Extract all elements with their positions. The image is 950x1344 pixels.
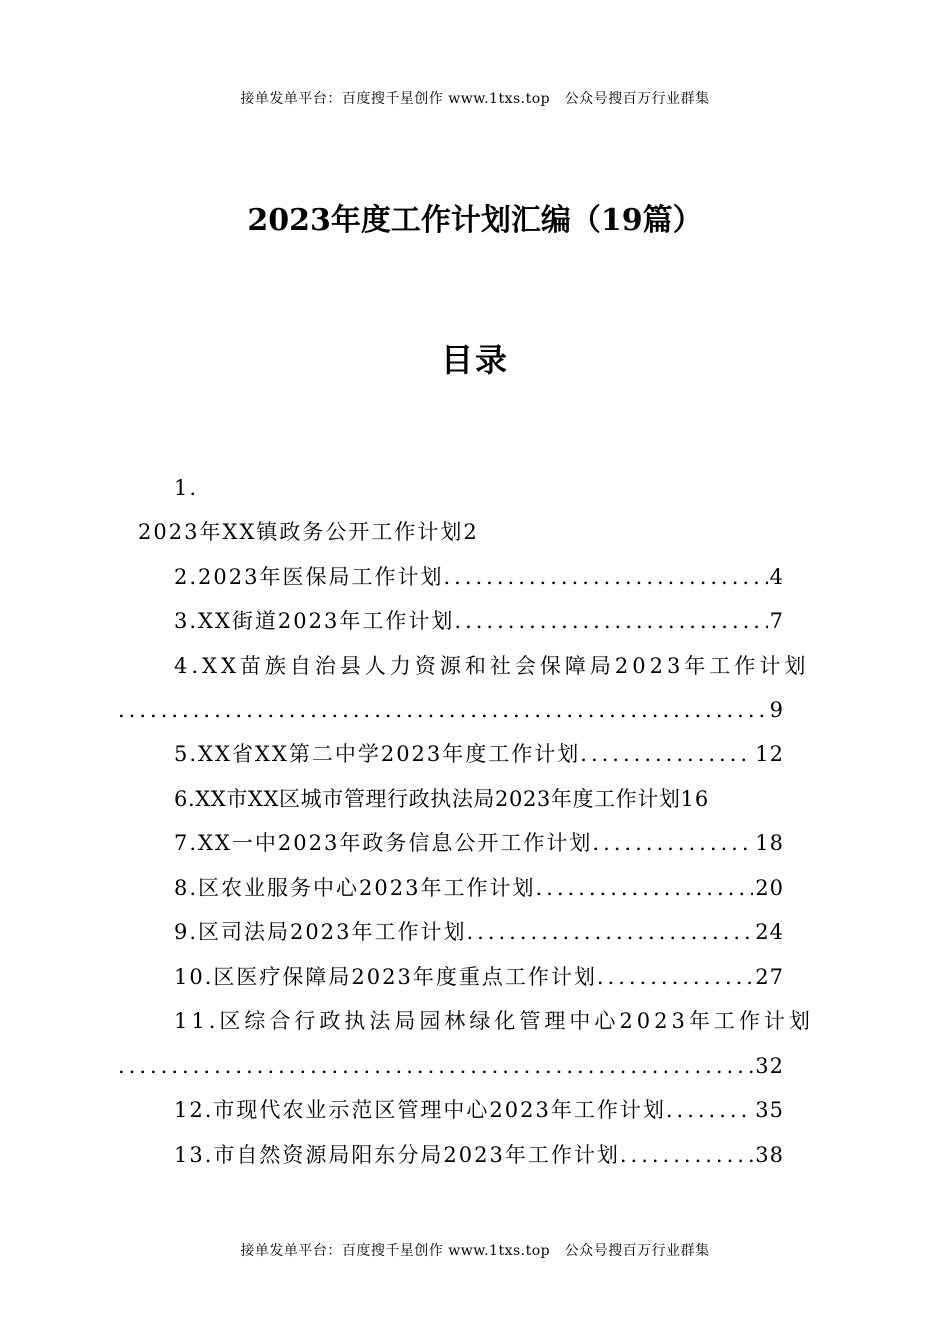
toc-page-number: 24 (755, 920, 784, 944)
document-title: 2023年度工作计划汇编（19篇） (247, 203, 703, 238)
toc-entry[interactable]: 12.市现代农业示范区管理中心2023年工作计划 ..... 35 (174, 1095, 784, 1125)
toc-page-number: 16 (680, 787, 710, 811)
toc-leader-dots (666, 1095, 753, 1125)
toc-entry-continuation[interactable] (118, 695, 784, 725)
toc-leader-dots (597, 962, 753, 992)
toc-heading: 目录 (440, 341, 509, 379)
toc-page-number: 35 (755, 1098, 784, 1122)
toc-item-1-text: 2023年XX镇政务公开工作计划2 (138, 520, 479, 544)
toc-page-number: 27 (755, 965, 784, 989)
toc-leader-dots (118, 695, 768, 725)
toc-item-1-number: 1. (174, 476, 199, 500)
page-header: 接单发单平台：百度搜千星创作 www.1txs.top 公众号搜百万行业群集 (240, 91, 710, 107)
toc-page-number: 4 (769, 565, 784, 589)
toc-leader-dots (592, 828, 753, 858)
toc-page-number: 7 (769, 609, 784, 633)
toc-page-number: 9 (769, 698, 784, 722)
toc-entry[interactable]: 13.市自然资源局阳东分局2023年工作计划 ..... 38 (174, 1140, 784, 1170)
toc-entry[interactable]: 10.区医疗保障局2023年度重点工作计划 ..... 27 (174, 962, 784, 992)
toc-entry[interactable]: 9.区司法局2023年工作计划 ..... 24 (174, 917, 784, 947)
toc-entry[interactable]: 6.XX市XX区城市管理行政执法局2023年度工作计划 16 (174, 784, 788, 814)
toc-leader-dots (443, 562, 767, 592)
toc-leader-dots (466, 917, 753, 947)
toc-page-number: 20 (755, 876, 784, 900)
toc-page-number: 32 (755, 1054, 784, 1078)
toc-page-number: 18 (755, 831, 784, 855)
toc-leader-dots (580, 739, 753, 769)
toc-entry[interactable]: 7.XX一中2023年政务信息公开工作计划 ..... 18 (174, 828, 784, 858)
toc-entry[interactable]: 8.区农业服务中心2023年工作计划 ..... 20 (174, 873, 784, 903)
toc-page-number: 12 (755, 742, 784, 766)
toc-entry-continuation[interactable] (118, 1051, 784, 1081)
toc-entry[interactable]: 3.XX街道2023年工作计划 ..... 7 (174, 606, 784, 636)
toc-entry[interactable]: 4.XX苗族自治县人力资源和社会保障局2023年工作计划 (174, 654, 810, 678)
toc-leader-dots (454, 606, 767, 636)
toc-entry[interactable]: 11.区综合行政执法局园林绿化管理中心2023年工作计划 (174, 1009, 814, 1033)
toc-leader-dots (535, 873, 753, 903)
toc-leader-dots (118, 1051, 753, 1081)
toc-entry[interactable]: 5.XX省XX第二中学2023年度工作计划 ..... 12 (174, 739, 784, 769)
toc-leader-dots (620, 1140, 753, 1170)
toc-entry[interactable]: 2.2023年医保局工作计划 ..... 4 (174, 562, 784, 592)
toc-page-number: 38 (755, 1143, 784, 1167)
page-footer: 接单发单平台：百度搜千星创作 www.1txs.top 公众号搜百万行业群集 (240, 1243, 710, 1259)
